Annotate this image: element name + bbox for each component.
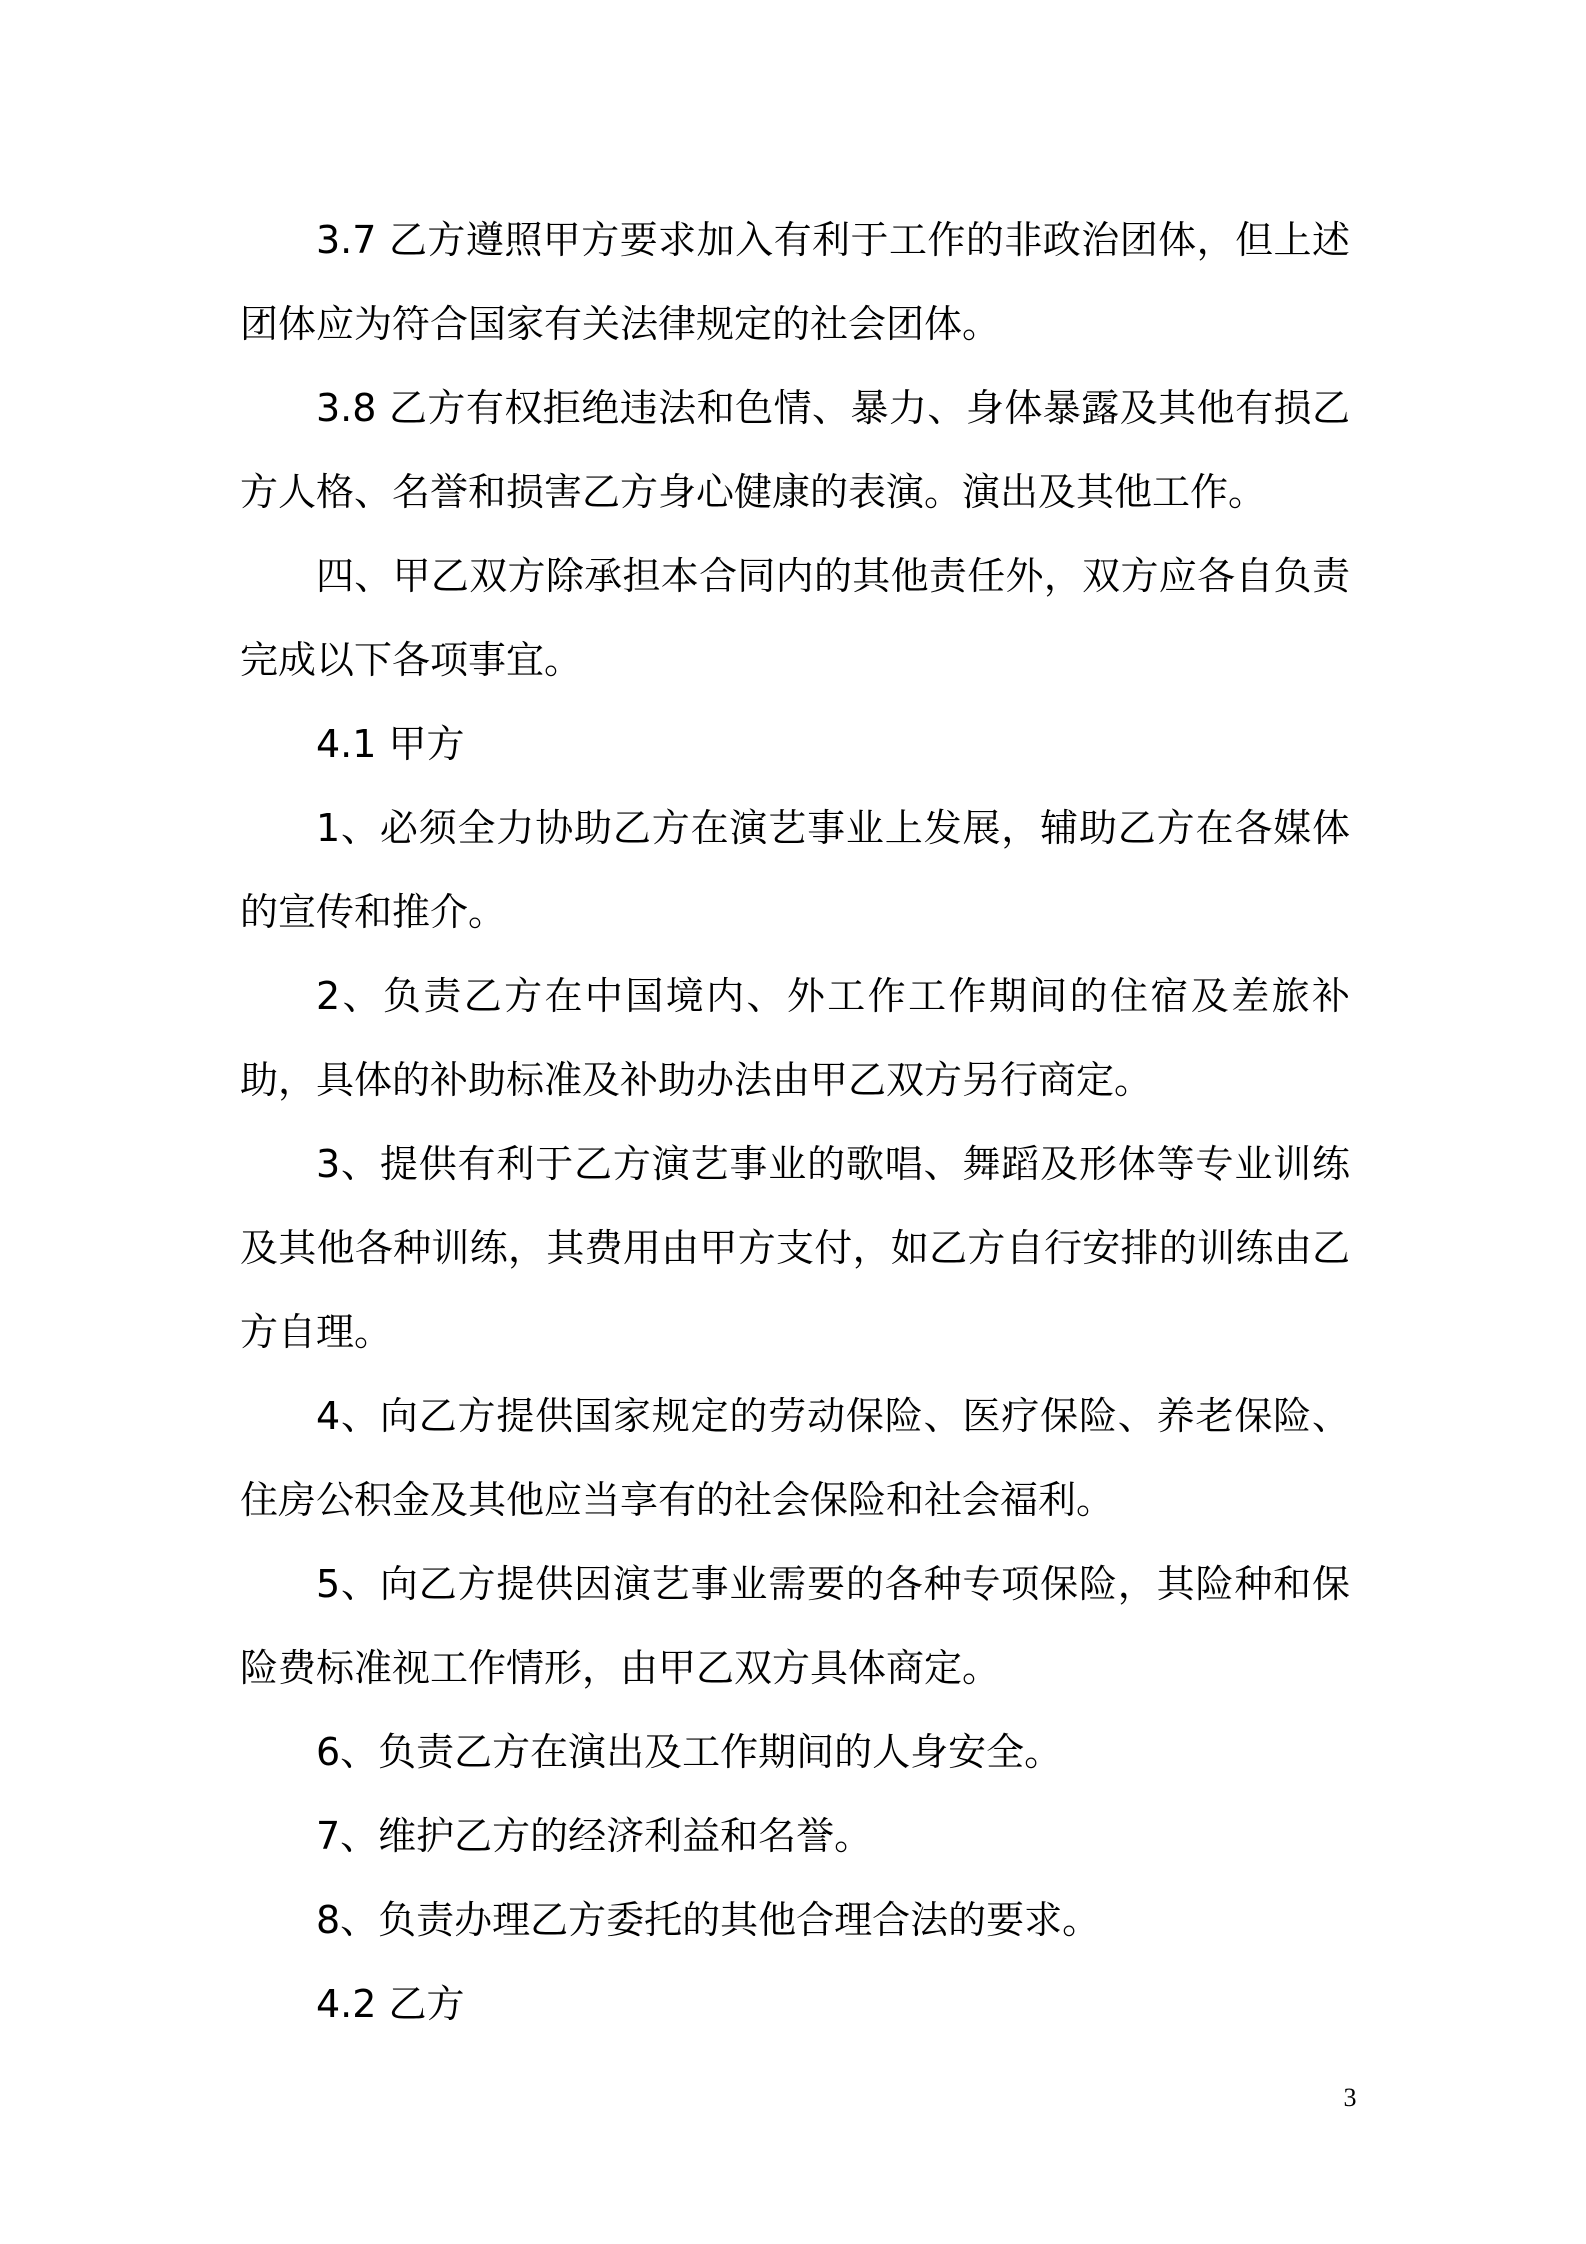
list-item-5: 5、向乙方提供因演艺事业需要的各种专项保险，其险种和保险费标准视工作情形，由甲乙双方具体商定。 (240, 1562, 1350, 1690)
paragraph-section-4: 四、甲乙双方除承担本合同内的其他责任外，双方应各自负责完成以下各项事宜。 (240, 554, 1350, 682)
document-body (240, 198, 1350, 2046)
page-number: 3 (1343, 2083, 1357, 2112)
paragraph-3-8: 3.8 乙方有权拒绝违法和色情、暴力、身体暴露及其他有损乙方人格、名誉和损害乙方身心健康的表演。演出及其他工作。 (240, 386, 1350, 514)
list-item-4: 4、向乙方提供国家规定的劳动保险、医疗保险、养老保险、住房公积金及其他应当享有的社会保险和社会福利。 (240, 1394, 1350, 1522)
list-item-6: 6、负责乙方在演出及工作期间的人身安全。 (316, 1730, 1063, 1774)
list-item-3: 3、提供有利于乙方演艺事业的歌唱、舞蹈及形体等专业训练及其他各种训练，其费用由甲方支付，如乙方自行安排的训练由乙方自理。 (240, 1142, 1350, 1354)
paragraph-3-7: 3.7 乙方遵照甲方要求加入有利于工作的非政治团体，但上述团体应为符合国家有关法律规定的社会团体。 (240, 218, 1350, 346)
list-item-2: 2、负责乙方在中国境内、外工作工作期间的住宿及差旅补助，具体的补助标准及补助办法由甲乙双方另行商定。 (240, 974, 1350, 1102)
list-item-8: 8、负责办理乙方委托的其他合理合法的要求。 (316, 1898, 1101, 1942)
heading-4-1: 4.1 甲方 (316, 722, 465, 766)
list-item-7: 7、维护乙方的经济利益和名誉。 (316, 1814, 873, 1858)
list-item-1: 1、必须全力协助乙方在演艺事业上发展，辅助乙方在各媒体的宣传和推介。 (240, 806, 1350, 934)
heading-4-2: 4.2 乙方 (316, 1982, 465, 2026)
